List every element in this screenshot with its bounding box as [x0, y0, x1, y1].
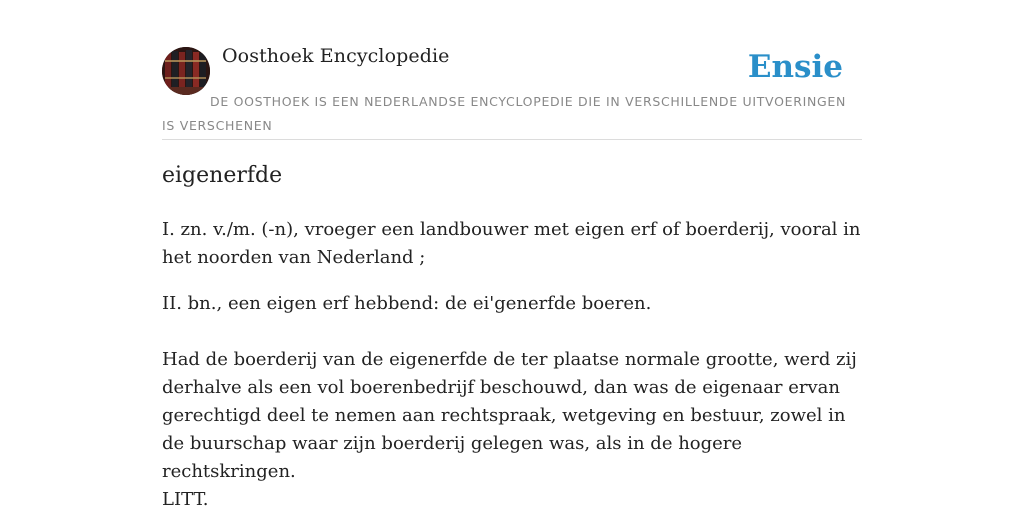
source-header	[162, 0, 862, 140]
literature-label: LITT.	[162, 489, 209, 510]
encyclopedia-books-icon[interactable]	[162, 47, 210, 95]
entry-headword: eigenerfde	[162, 163, 283, 188]
definition-paragraph-2: II. bn., een eigen erf hebbend: de ei'generfde boeren.	[162, 293, 652, 314]
source-description: DE OOSTHOEK IS EEN NEDERLANDSE ENCYCLOPEDIE DIE IN VERSCHILLENDE UITVOERINGEN IS VERSCHENEN	[162, 94, 847, 133]
page	[162, 0, 862, 512]
source-title[interactable]: Oosthoek Encyclopedie	[222, 45, 450, 67]
definition-paragraph-3: Had de boerderij van de eigenerfde de ter plaatse normale grootte, werd zij derhalve als een vol boerenbedrijf beschouwd, dan was de eigenaar ervan gerechtigd deel te nemen aan rechtspraak, wetgeving en bestuur, zowel in de buurschap waar zijn boerderij gelegen was, als in de hogere rechtskringen.	[162, 349, 857, 482]
ensie-logo-link[interactable]: Ensie	[747, 49, 843, 85]
definition-paragraph-1: I. zn. v./m. (-n), vroeger een landbouwer met eigen erf of boerderij, vooral in het noorden van Nederland ;	[162, 219, 861, 268]
